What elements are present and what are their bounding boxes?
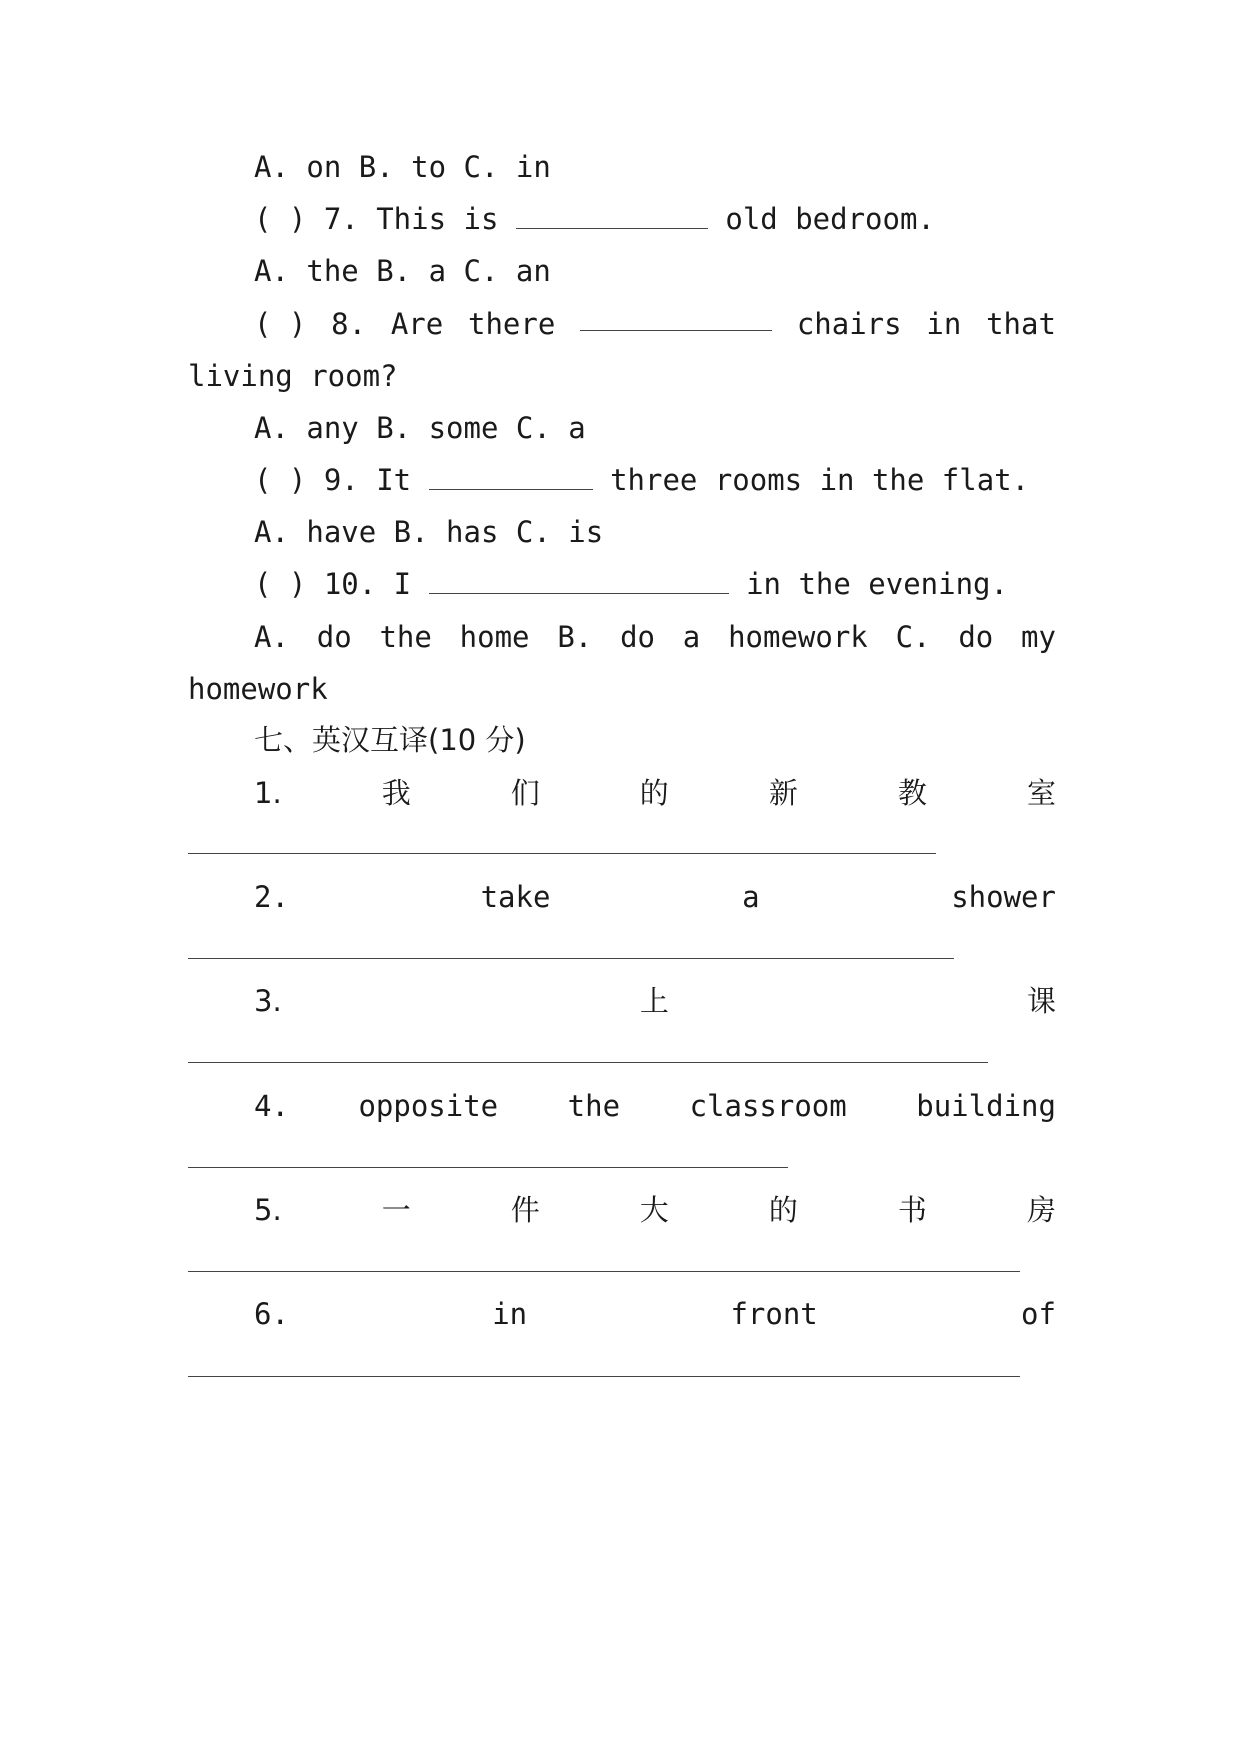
q8-number: 8. — [331, 307, 367, 341]
item-word: 的 — [768, 1193, 798, 1227]
item-word: 上 — [639, 984, 669, 1018]
translation-item-1 — [188, 775, 1056, 811]
item-word: 件 — [510, 1193, 540, 1227]
q10-option-word: my — [1021, 620, 1056, 654]
q10-continuation — [188, 671, 1056, 707]
answer-line-3[interactable] — [188, 1062, 988, 1063]
q8-question — [188, 306, 1056, 342]
q10-prefix: ( ) 10. I — [254, 567, 412, 601]
q10-continuation-text: homework — [188, 672, 328, 706]
section-7-heading — [188, 722, 1056, 758]
item-word: 书 — [897, 1193, 927, 1227]
item-word: in — [492, 1297, 528, 1331]
q7-options-text: A. the B. a C. an — [254, 254, 551, 288]
q8-options-text: A. any B. some C. a — [254, 411, 586, 445]
item-number: 3. — [254, 984, 282, 1018]
q10-answer-blank[interactable] — [429, 569, 729, 594]
q9-prefix: ( ) 9. It — [254, 463, 412, 497]
q8-answer-blank[interactable] — [580, 306, 772, 331]
answer-line-6[interactable] — [188, 1376, 1020, 1377]
item-word: 课 — [1026, 984, 1056, 1018]
answer-line-4[interactable] — [188, 1167, 788, 1168]
q9-suffix: three rooms in the flat. — [610, 463, 1030, 497]
q9-question — [188, 462, 1056, 498]
q9-answer-blank[interactable] — [429, 465, 593, 490]
q10-question — [188, 566, 1056, 602]
item-word: shower — [951, 880, 1056, 914]
q8-word: Are — [390, 307, 444, 341]
q10-option-word: do — [620, 620, 655, 654]
q10-option-word: home — [459, 620, 530, 654]
item-word: classroom — [689, 1089, 847, 1123]
item-number: 5. — [254, 1193, 282, 1227]
q8-continuation — [188, 358, 1056, 394]
item-number: 6. — [254, 1297, 289, 1331]
item-word: take — [480, 880, 551, 914]
q10-option-word: A. — [254, 620, 289, 654]
q10-option-word: B. — [557, 620, 593, 654]
item-word: building — [916, 1089, 1056, 1123]
item-number: 1. — [254, 776, 282, 810]
translation-item-5 — [188, 1192, 1056, 1228]
item-word: 大 — [639, 1193, 669, 1227]
section-7-title: 七、英汉互译(10 分) — [254, 723, 526, 757]
q10-option-word: do — [958, 620, 994, 654]
q6-options-text: A. on B. to C. in — [254, 150, 551, 184]
answer-line-5[interactable] — [188, 1271, 1020, 1272]
q7-question — [188, 201, 1056, 237]
q8-answer-paren[interactable]: ( ) — [254, 307, 307, 341]
translation-item-2 — [188, 879, 1056, 915]
q10-suffix: in the evening. — [746, 567, 1008, 601]
q10-option-word: a — [682, 620, 701, 654]
q9-options — [188, 514, 1056, 550]
translation-item-3 — [188, 983, 1056, 1019]
translation-item-4 — [188, 1088, 1056, 1124]
q7-prefix: ( ) 7. This is — [254, 202, 499, 236]
answer-line-1[interactable] — [188, 853, 936, 854]
answer-line-2[interactable] — [188, 958, 954, 959]
q10-options — [188, 619, 1056, 655]
q8-continuation-text: living room? — [188, 359, 398, 393]
item-word: opposite — [358, 1089, 499, 1123]
item-word: 新 — [768, 776, 798, 810]
q7-suffix: old bedroom. — [725, 202, 935, 236]
item-word: of — [1021, 1297, 1056, 1331]
item-word: 室 — [1026, 776, 1056, 810]
q9-options-text: A. have B. has C. is — [254, 515, 604, 549]
item-word: 我 — [381, 776, 411, 810]
item-word: front — [730, 1297, 818, 1331]
item-word: 房 — [1026, 1193, 1056, 1227]
q10-option-word: homework — [728, 620, 868, 654]
q10-option-word: do — [316, 620, 352, 654]
q8-options — [188, 410, 1056, 446]
item-number: 4. — [254, 1089, 289, 1123]
q8-word: in — [926, 307, 962, 341]
item-word: the — [567, 1089, 621, 1123]
q8-word: there — [468, 307, 556, 341]
q7-options — [188, 253, 1056, 289]
item-word: 教 — [897, 776, 927, 810]
item-word: a — [742, 880, 760, 914]
q7-answer-blank[interactable] — [516, 204, 708, 229]
q10-option-word: C. — [895, 620, 931, 654]
q8-word: that — [986, 307, 1056, 341]
item-number: 2. — [254, 880, 289, 914]
item-word: 一 — [381, 1193, 411, 1227]
q10-option-word: the — [379, 620, 432, 654]
item-word: 们 — [510, 776, 540, 810]
item-word: 的 — [639, 776, 669, 810]
q8-word: chairs — [796, 307, 902, 341]
q6-options — [188, 149, 1056, 185]
translation-item-6 — [188, 1296, 1056, 1332]
